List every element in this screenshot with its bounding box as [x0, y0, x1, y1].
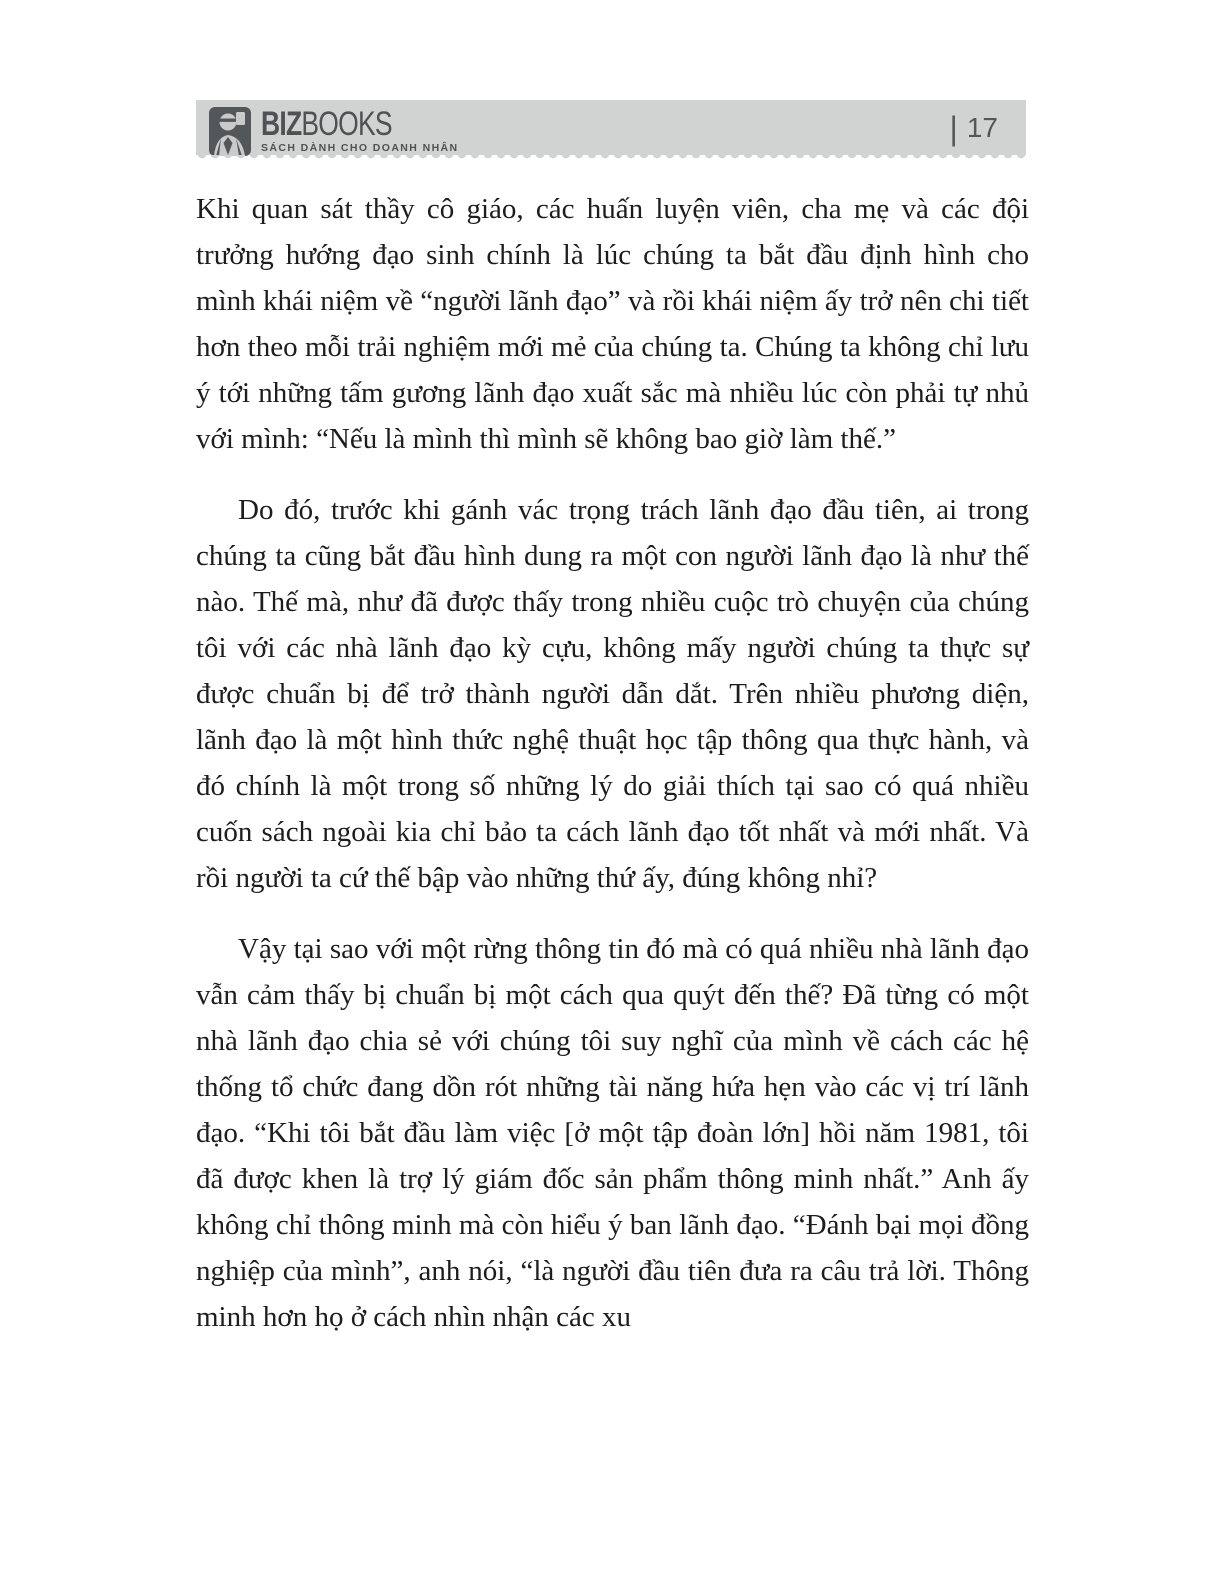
bizbooks-logo-title: [261, 104, 415, 143]
paragraph: Do đó, trước khi gánh vác trọng trách lãnh đạo đầu tiên, ai trong chúng ta cũng bắt đầu hình dung ra một con người lãnh đạo là như thế nào. Thế mà, như đã được thấy trong nhiều cuộc trò chuyện của chúng tôi với các nhà lãnh đạo kỳ cựu, không mấy người chúng ta thực sự được chuẩn bị để trở thành người dẫn dắt. Trên nhiều phương diện, lãnh đạo là một hình thức nghệ thuật học tập thông qua thực hành, và đó chính là một trong số những lý do giải thích tại sao có quá nhiều cuốn sách ngoài kia chỉ bảo ta cách lãnh đạo tốt nhất và mới nhất. Và rồi người ta cứ thế bập vào những thứ ấy, đúng không nhỉ?: [196, 494, 1029, 894]
logo-title-books: BOOKS: [301, 104, 392, 143]
body-text: [196, 186, 1029, 1365]
logo-title-biz: BIZ: [261, 104, 302, 143]
bizbooks-logo-text: [261, 104, 459, 154]
page-number-separator: |: [949, 108, 958, 147]
paragraph: Vậy tại sao với một rừng thông tin đó mà có quá nhiều nhà lãnh đạo vẫn cảm thấy bị chuẩn bị một cách qua quýt đến thế? Đã từng có một nhà lãnh đạo chia sẻ với chúng tôi suy nghĩ của mình về cách các hệ thống tổ chức đang dồn rót những tài năng hứa hẹn vào các vị trí lãnh đạo. “Khi tôi bắt đầu làm việc [ở một tập đoàn lớn] hồi năm 1981, tôi đã được khen là trợ lý giám đốc sản phẩm thông minh nhất.” Anh ấy không chỉ thông minh mà còn hiểu ý ban lãnh đạo. “Đánh bại mọi đồng nghiệp của mình”, anh nói, “là người đầu tiên đưa ra câu trả lời. Thông minh hơn họ ở cách nhìn nhận các xu: [196, 933, 1029, 1333]
bizbooks-logo: [196, 100, 459, 155]
page-number-wrap: [949, 108, 1026, 147]
bizbooks-logo-tagline: SÁCH DÀNH CHO DOANH NHÂN: [261, 141, 459, 154]
header-bar: [196, 100, 1026, 155]
page-number: 17: [966, 111, 998, 143]
paragraph: Khi quan sát thầy cô giáo, các huấn luyện viên, cha mẹ và các đội trưởng hướng đạo sinh chính là lúc chúng ta bắt đầu định hình cho mình khái niệm về “người lãnh đạo” và rồi khái niệm ấy trở nên chi tiết hơn theo mỗi trải nghiệm mới mẻ của chúng ta. Chúng ta không chỉ lưu ý tới những tấm gương lãnh đạo xuất sắc mà nhiều lúc còn phải tự nhủ với mình: “Nếu là mình thì mình sẽ không bao giờ làm thế.”: [196, 193, 1029, 455]
bizbooks-logo-icon: [209, 107, 251, 156]
